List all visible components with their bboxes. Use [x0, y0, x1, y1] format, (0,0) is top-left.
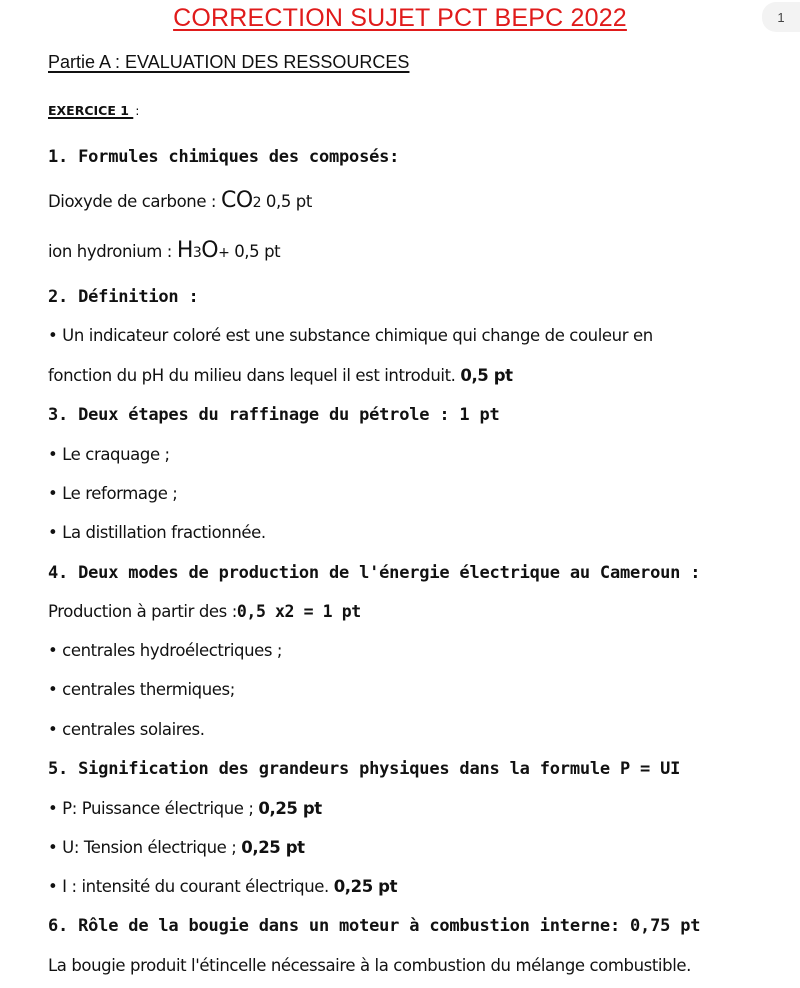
q4-heading: 4. Deux modes de production de l'énergie électrique au Cameroun :: [48, 563, 701, 583]
co2-formula-sub: 2: [252, 195, 262, 211]
q1-h3o-label: ion hydronium :: [48, 242, 177, 261]
section-heading-partie-a: Partie A : EVALUATION DES RESSOURCES: [48, 52, 410, 72]
q4-intro: Production à partir des :: [48, 602, 237, 621]
q2-line-1: • Un indicateur coloré est une substance chimique qui change de couleur en: [48, 326, 653, 345]
q5-heading: 5. Signification des grandeurs physiques dans la formule P = UI: [48, 759, 681, 779]
h3o-formula-3: 3: [192, 245, 202, 261]
q2-line-2-text: fonction du pH du milieu dans lequel il est introduit.: [48, 366, 461, 385]
q1-heading: 1. Formules chimiques des composés:: [48, 147, 400, 167]
h3o-formula-plus: +: [218, 245, 230, 261]
q1-h3o-points: 0,5 pt: [229, 242, 281, 261]
q5-item-text: • I : intensité du courant électrique.: [48, 877, 334, 896]
q3-item: • Le craquage ;: [48, 445, 170, 464]
q2-points: 0,5 pt: [460, 366, 513, 385]
q1-co2-formula: [221, 188, 261, 213]
q3-item: • La distillation fractionnée.: [48, 523, 266, 542]
q5-item-points: 0,25 pt: [241, 838, 305, 857]
q5-item: [48, 877, 397, 896]
q5-item: [48, 838, 305, 857]
h3o-formula-o: O: [201, 238, 219, 263]
co2-formula-main: CO: [220, 188, 253, 213]
document-title: CORRECTION SUJET PCT BEPC 2022: [173, 4, 627, 32]
page-number-badge: 1: [762, 2, 800, 32]
q4-intro-line: [48, 602, 361, 621]
q1-co2-points: 0,5 pt: [261, 192, 312, 211]
q5-item-points: 0,25 pt: [333, 877, 398, 896]
exercise-heading: [48, 103, 140, 118]
q4-points: 0,5 x2 = 1 pt: [236, 602, 361, 621]
q5-item-text: • U: Tension électrique ;: [48, 838, 242, 857]
h3o-formula-h: H: [176, 238, 193, 263]
q1-h3o-line: [48, 238, 280, 263]
exercise-label: EXERCICE 1: [48, 103, 134, 118]
q5-item-points: 0,25 pt: [258, 799, 322, 818]
q5-item-text: • P: Puissance électrique ;: [48, 799, 259, 818]
q4-item: • centrales thermiques;: [48, 680, 235, 699]
exercise-colon: :: [135, 103, 140, 118]
q4-item: • centrales solaires.: [48, 720, 205, 739]
q3-item: • Le reformage ;: [48, 484, 178, 503]
q6-answer: La bougie produit l'étincelle nécessaire à la combustion du mélange combustible.: [48, 956, 691, 975]
q3-heading: 3. Deux étapes du raffinage du pétrole : 1 pt: [48, 405, 500, 425]
q2-line-2: [48, 366, 513, 385]
q6-heading: 6. Rôle de la bougie dans un moteur à combustion interne: 0,75 pt: [48, 916, 701, 936]
q1-co2-line: [48, 188, 312, 213]
q5-item: [48, 799, 322, 818]
q1-co2-label: Dioxyde de carbone :: [48, 192, 221, 211]
q1-h3o-formula: [177, 238, 230, 263]
q4-item: • centrales hydroélectriques ;: [48, 641, 283, 660]
q2-heading: 2. Définition :: [48, 287, 199, 307]
